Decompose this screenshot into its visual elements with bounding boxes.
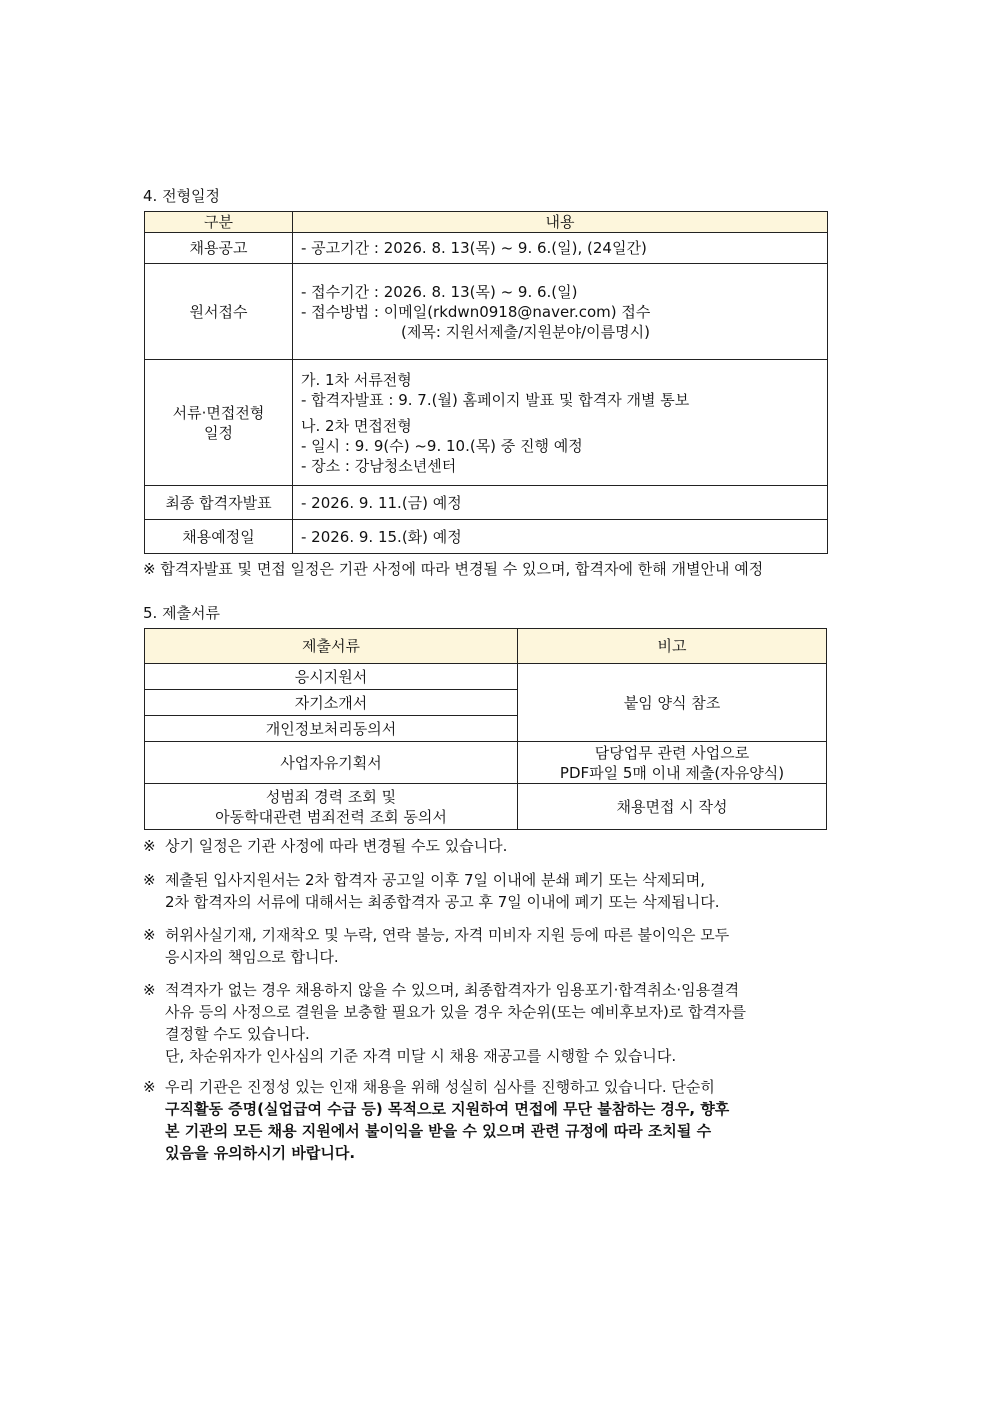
content-line: - 합격자발표 : 9. 7.(월) 홈페이지 발표 및 합격자 개별 통보 — [301, 390, 690, 409]
reference-mark-icon: ※ — [143, 981, 156, 999]
remark-line: 담당업무 관련 사업으로 — [594, 743, 750, 762]
note-line: 적격자가 없는 경우 채용하지 않을 수 있으며, 최종합격자가 임용포기·합격취소·임용결격 — [165, 981, 740, 999]
reference-mark-icon: ※ — [143, 926, 156, 944]
table-row — [145, 520, 828, 554]
documents-table — [144, 628, 827, 830]
section-5-title: 5. 제출서류 — [143, 604, 221, 622]
doc-remark: 채용면접 시 작성 — [518, 784, 827, 830]
row-label — [145, 360, 293, 486]
row-content — [293, 264, 828, 360]
table-row — [145, 784, 827, 830]
row-content: - 공고기간 : 2026. 8. 13(목) ~ 9. 6.(일), (24일간) — [293, 233, 828, 264]
row-label: 최종 합격자발표 — [145, 486, 293, 520]
row-label: 채용예정일 — [145, 520, 293, 554]
note-line: 단, 차순위자가 인사심의 기준 자격 미달 시 채용 재공고를 시행할 수 있습니다. — [165, 1047, 677, 1065]
content-line: (제목: 지원서제출/지원분야/이름명시) — [401, 322, 650, 341]
note-item — [143, 1076, 848, 1164]
row-content: - 2026. 9. 11.(금) 예정 — [293, 486, 828, 520]
note-line-bold: 구직활동 증명(실업급여 수급 등) 목적으로 지원하여 면접에 무단 불참하는 경우, 향후 — [165, 1100, 730, 1118]
note-line: 제출된 입사지원서는 2차 합격자 공고일 이후 7일 이내에 분쇄 폐기 또는 삭제되며, — [165, 871, 705, 889]
row-label: 채용공고 — [145, 233, 293, 264]
documents-header-remark: 비고 — [518, 629, 827, 664]
label-line: 일정 — [204, 423, 233, 442]
row-content — [293, 360, 828, 486]
doc-name — [145, 784, 518, 830]
doc-line: 성범죄 경력 조회 및 — [265, 787, 397, 806]
documents-header-doc: 제출서류 — [145, 629, 518, 664]
table-row — [145, 264, 828, 360]
doc-remark — [518, 742, 827, 784]
table-row — [145, 233, 828, 264]
note-line: 사유 등의 사정으로 결원을 보충할 필요가 있을 경우 차순위(또는 예비후보자)로 합격자를 — [165, 1003, 747, 1021]
doc-name: 사업자유기획서 — [145, 742, 518, 784]
note-item — [143, 869, 848, 913]
reference-mark-icon: ※ — [143, 871, 156, 889]
doc-name: 개인정보처리동의서 — [145, 716, 518, 742]
content-line: - 일시 : 9. 9(수) ~9. 10.(목) 중 진행 예정 — [301, 436, 583, 455]
row-label: 원서접수 — [145, 264, 293, 360]
content-line: 가. 1차 서류전형 — [301, 370, 412, 389]
note-line: 우리 기관은 진정성 있는 인재 채용을 위해 성실히 심사를 진행하고 있습니다. 단순히 — [165, 1078, 715, 1096]
note-item — [143, 979, 848, 1067]
table-row — [145, 486, 828, 520]
doc-name: 응시지원서 — [145, 664, 518, 690]
remark-line: PDF파일 5매 이내 제출(자유양식) — [559, 763, 785, 782]
note-line: 상기 일정은 기관 사정에 따라 변경될 수도 있습니다. — [165, 837, 508, 855]
table-row — [145, 742, 827, 784]
note-line-bold: 본 기관의 모든 채용 지원에서 불이익을 받을 수 있으며 관련 규정에 따라 조치될 수 — [165, 1122, 712, 1140]
note-item — [143, 924, 848, 968]
schedule-header-content: 내용 — [293, 212, 828, 233]
reference-mark-icon: ※ — [143, 1078, 156, 1096]
note-line-bold: 있음을 유의하시기 바랍니다. — [165, 1144, 356, 1162]
section-4-title: 4. 전형일정 — [143, 187, 221, 205]
content-line: - 접수방법 : 이메일(rkdwn0918@naver.com) 접수 — [301, 302, 651, 321]
schedule-header-category: 구분 — [145, 212, 293, 233]
table-row — [145, 664, 827, 690]
note-line: 2차 합격자의 서류에 대해서는 최종합격자 공고 후 7일 이내에 폐기 또는 삭제됩니다. — [165, 893, 720, 911]
row-content: - 2026. 9. 15.(화) 예정 — [293, 520, 828, 554]
doc-remark: 붙임 양식 참조 — [518, 664, 827, 742]
content-line: - 장소 : 강남청소년센터 — [301, 456, 457, 475]
doc-name: 자기소개서 — [145, 690, 518, 716]
note-line: 응시자의 책임으로 합니다. — [165, 948, 339, 966]
note-line: 허위사실기재, 기재착오 및 누락, 연락 불능, 자격 미비자 지원 등에 따른 불이익은 모두 — [165, 926, 730, 944]
doc-line: 아동학대관련 범죄전력 조회 동의서 — [215, 807, 447, 826]
note-item — [143, 835, 848, 857]
content-line: - 접수기간 : 2026. 8. 13(목) ~ 9. 6.(일) — [301, 282, 578, 301]
schedule-table — [144, 211, 828, 554]
content-line: 나. 2차 면접전형 — [301, 416, 412, 435]
schedule-note: ※ 합격자발표 및 면접 일정은 기관 사정에 따라 변경될 수 있으며, 합격자에 한해 개별안내 예정 — [143, 560, 764, 578]
note-line: 결정할 수도 있습니다. — [165, 1025, 310, 1043]
reference-mark-icon: ※ — [143, 837, 156, 855]
label-line: 서류·면접전형 — [172, 403, 265, 422]
table-row — [145, 360, 828, 486]
